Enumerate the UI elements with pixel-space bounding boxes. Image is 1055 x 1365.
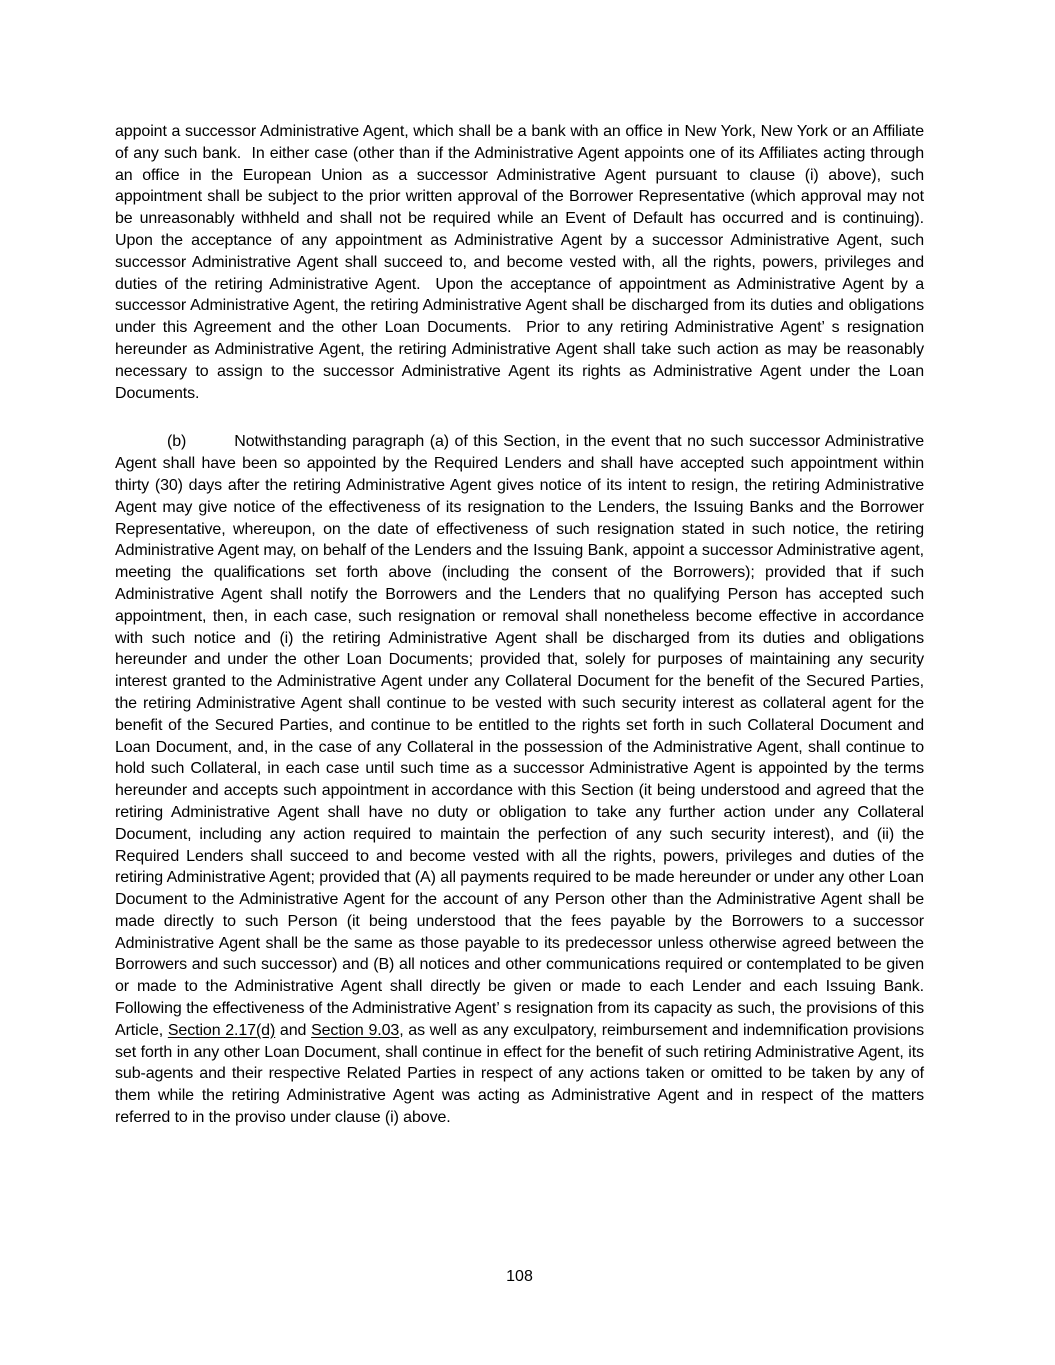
paragraph-b-text-2: and — [275, 1021, 312, 1039]
section-ref-9-03: Section 9.03 — [311, 1021, 400, 1039]
page-number: 108 — [506, 1268, 533, 1285]
section-ref-2-17d: Section 2.17(d) — [167, 1021, 276, 1039]
paragraph-b-label: (b) — [167, 433, 187, 451]
page-content — [115, 121, 933, 1129]
paragraph-b-text-3: , as well as any exculpatory, reimbursement and indemnification provisions set forth in any other Loan Document, shall continue in effect for the benefit of such retiring Administrative Agent, its sub-agents and their respective Related Parties in respect of any actions taken or omitted to be taken by any of them while the retiring Administrative Agent was acting as Administrative Agent and in respect of the matters referred to in the proviso under clause (i) above. — [115, 1021, 929, 1127]
paragraph-b-text-1: Notwithstanding paragraph (a) of this Section, in the event that no such successor Administrative Agent shall have been so appointed by the Required Lenders and shall have accepted such appointment within thirty (30) days after the retiring Administrative Agent gives notice of its intent to resign, the retiring Administrative Agent may give notice of the effectiveness of its resignation to the Lenders, the Issuing Banks and the Borrower Representative, whereupon, on the date of effectiveness of such resignation stated in such notice, the retiring Administrative Agent may, on behalf of the Lenders and the Issuing Bank, appoint a successor Administrative agent, meeting the qualifications set forth above (including the consent of the Borrowers); provided that if such Administrative Agent shall notify the Borrowers and the Lenders that no qualifying Person has accepted such appointment, then, in each case, such resignation or removal shall nonetheless become effective in accordance with such notice and (i) the retiring Administrative Agent shall be discharged from its duties and obligations hereunder and under the other Loan Documents; provided that, solely for purposes of maintaining any security interest granted to the Administrative Agent under any Collateral Document for the benefit of the Secured Parties, the retiring Administrative Agent shall continue to be vested with such security interest as collateral agent for the benefit of the Secured Parties, and continue to be entitled to the rights set forth in such Collateral Document and Loan Document, and, in the case of any Collateral in the possession of the Administrative Agent, shall continue to hold such Collateral, in each case until such time as a successor Administrative Agent is appointed by the terms hereunder and accepts such appointment in accordance with this Section (it being understood and agreed that the retiring Administrative Agent shall have no duty or obligation to take any further action under any Collateral Document, including any action required to maintain the perfection of any such security interest), and (ii) the Required Lenders shall succeed to and become vested with all the rights, powers, privileges and duties of the retiring Administrative Agent; provided that (A) all payments required to be made hereunder or under any other Loan Document to the Administrative Agent for the account of any Person other than the Administrative Agent shall be made directly to such Person (it being understood that the fees payable by the Borrowers to a successor Administrative Agent shall be the same as those payable to its predecessor unless otherwise agreed between the Borrowers and such successor) and (B) all notices and other communications required or contemplated to be given or made to the Administrative Agent shall directly be given or made to each Lender and each Issuing Bank. Following the effectiveness of the Administrative Agent’ s resignation from its capacity as such, the provisions of this Article, — [115, 433, 929, 1039]
paragraph-a-continuation: appoint a successor Administrative Agent, which shall be a bank with an office in New York, New York or an Affiliate of any such bank. In either case (other than if the Administrative Agent appoints one of its Affiliates acting through an office in the European Union as a successor Administrative Agent pursuant to clause (i) above), such appointment shall be subject to the prior written approval of the Borrower Representative (which approval may not be unreasonably withheld and shall not be required while an Event of Default has occurred and is continuing). Upon the acceptance of any appointment as Administrative Agent by a successor Administrative Agent, such successor Administrative Agent shall succeed to, and become vested with, all the rights, powers, privileges and duties of the retiring Administrative Agent. Upon the acceptance of appointment as Administrative Agent by a successor Administrative Agent, the retiring Administrative Agent shall be discharged from its duties and obligations under this Agreement and the other Loan Documents. Prior to any retiring Administrative Agent’ s resignation hereunder as Administrative Agent, the retiring Administrative Agent shall take such action as may be reasonably necessary to assign to the successor Administrative Agent its rights as Administrative Agent under the Loan Documents. — [115, 123, 933, 402]
paragraph-b — [115, 431, 929, 1129]
